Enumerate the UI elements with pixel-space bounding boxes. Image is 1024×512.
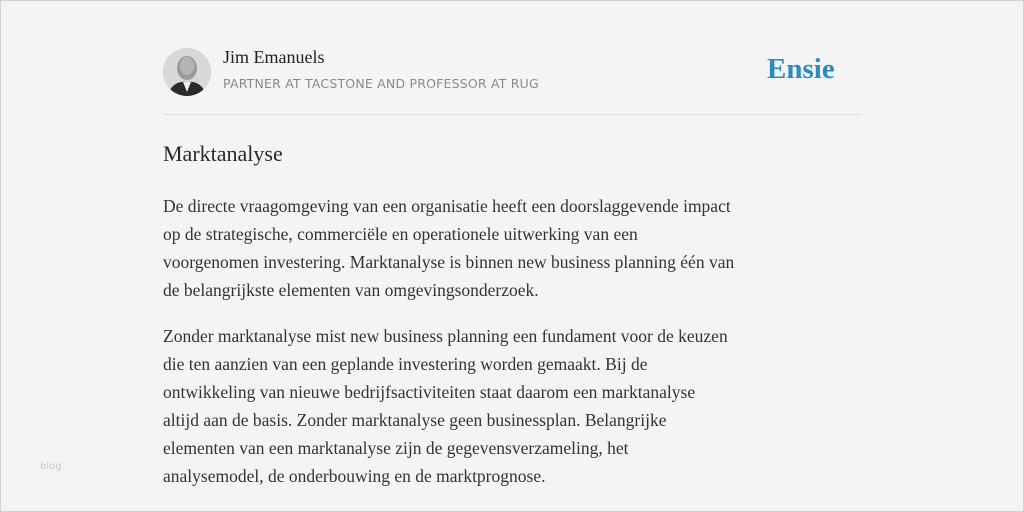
text-line: voorgenomen investering. Marktanalyse is binnen new business planning één van bbox=[163, 252, 735, 272]
text-line: analysemodel, de onderbouwing en de marktprognose. bbox=[163, 466, 546, 486]
text-line: de belangrijkste elementen van omgevingsonderzoek. bbox=[163, 280, 539, 300]
text-line: elementen van een marktanalyse zijn de gegevensverzameling, het bbox=[163, 438, 629, 458]
paragraph-1 bbox=[163, 192, 883, 304]
article-title: Marktanalyse bbox=[163, 141, 283, 166]
ensie-logo[interactable]: Ensie bbox=[767, 53, 835, 85]
text-line: De directe vraagomgeving van een organisatie heeft een doorslaggevende impact bbox=[163, 196, 731, 216]
avatar-photo-icon bbox=[163, 48, 211, 96]
text-line: ontwikkeling van nieuwe bedrijfsactiviteiten staat daarom een marktanalyse bbox=[163, 382, 696, 402]
paragraph-2 bbox=[163, 322, 883, 490]
blog-watermark: blog bbox=[40, 461, 62, 472]
author-avatar bbox=[163, 48, 211, 96]
text-line: Zonder marktanalyse mist new business planning een fundament voor de keuzen bbox=[163, 326, 728, 346]
text-line: altijd aan de basis. Zonder marktanalyse geen businessplan. Belangrijke bbox=[163, 410, 667, 430]
divider bbox=[163, 114, 862, 115]
text-line: op de strategische, commerciële en operationele uitwerking van een bbox=[163, 224, 638, 244]
author-name[interactable]: Jim Emanuels bbox=[223, 47, 325, 67]
text-line: die ten aanzien van een geplande investering worden gemaakt. Bij de bbox=[163, 354, 648, 374]
author-role: PARTNER AT TACSTONE AND PROFESSOR AT RUG bbox=[223, 76, 539, 91]
